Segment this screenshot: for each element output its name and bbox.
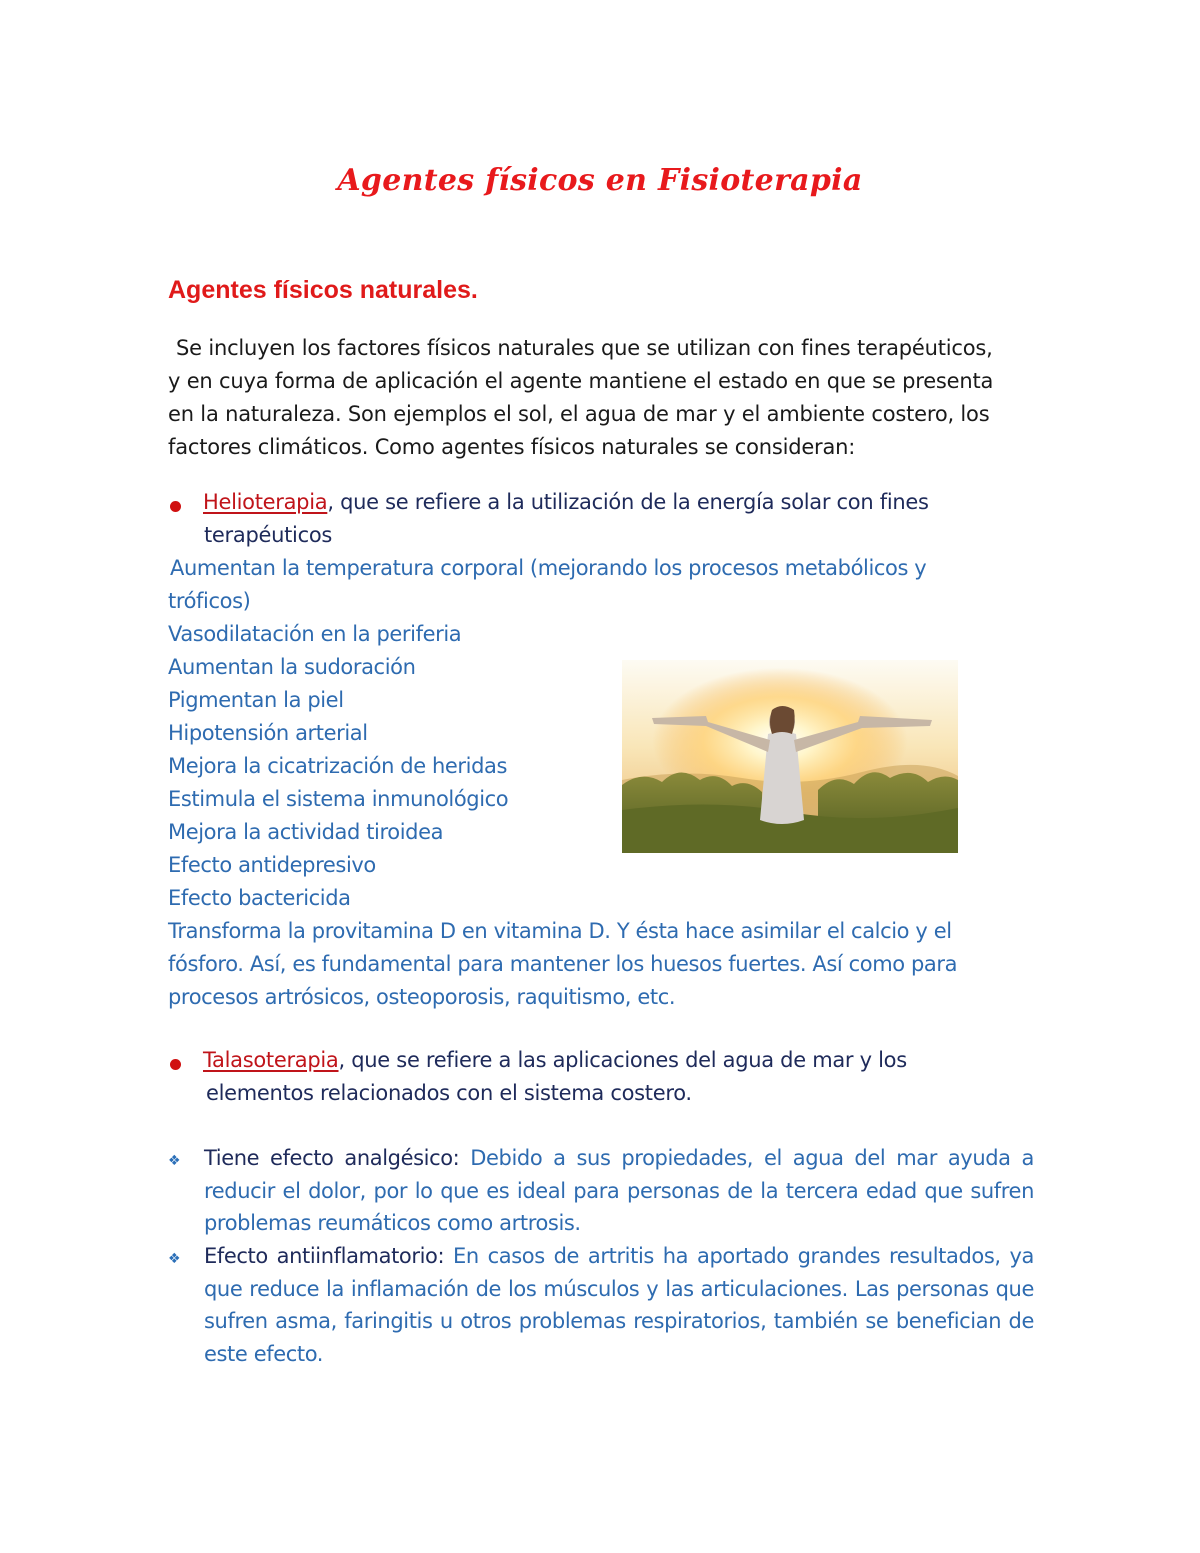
effect-line: tróficos) [168, 589, 251, 613]
helioterapia-bullet [203, 490, 929, 514]
intro-line: factores climáticos. Como agentes físicos naturales se consideran: [168, 435, 856, 459]
effect-line: Mejora la actividad tiroidea [168, 820, 444, 844]
effect-line: Aumentan la temperatura corporal (mejorando los procesos metabólicos y [170, 556, 927, 580]
helioterapia-desc-cont: terapéuticos [204, 523, 333, 547]
intro-line: y en cuya forma de aplicación el agente mantiene el estado en que se presenta [168, 369, 994, 393]
talasoterapia-bullet [203, 1048, 907, 1072]
effect-line: fósforo. Así, es fundamental para mantener los huesos fuertes. Así como para [168, 952, 958, 976]
talasoterapia-term: Talasoterapia [203, 1048, 339, 1072]
item-lead: Tiene efecto analgésico: [204, 1146, 460, 1170]
item-text: Debido a sus propiedades, el agua del mar ayuda a reducir el dolor, por lo que es ideal para personas de la tercera edad que sufren problemas reumáticos como artrosis. [204, 1146, 1034, 1235]
bullet-icon [170, 1059, 181, 1070]
bullet-icon [170, 501, 181, 512]
effect-line: Estimula el sistema inmunológico [168, 787, 509, 811]
talasoterapia-item [204, 1240, 1034, 1370]
document-title: Agentes físicos en Fisioterapia [337, 163, 863, 198]
item-lead: Efecto antiinflamatorio: [204, 1244, 445, 1268]
effect-line: Efecto antidepresivo [168, 853, 376, 877]
section-heading: Agentes físicos naturales. [168, 276, 478, 304]
diamond-bullet-icon: ❖ [168, 1153, 181, 1169]
diamond-bullet-icon: ❖ [168, 1251, 181, 1267]
intro-line: Se incluyen los factores físicos naturales que se utilizan con fines terapéuticos, [176, 336, 993, 360]
intro-line: en la naturaleza. Son ejemplos el sol, el agua de mar y el ambiente costero, los [168, 402, 990, 426]
talasoterapia-desc: , que se refiere a las aplicaciones del agua de mar y los [338, 1048, 907, 1072]
effect-line: Aumentan la sudoración [168, 655, 416, 679]
effect-line: Transforma la provitamina D en vitamina D. Y ésta hace asimilar el calcio y el [168, 919, 952, 943]
talasoterapia-desc-cont: elementos relacionados con el sistema costero. [206, 1081, 692, 1105]
effect-line: Efecto bactericida [168, 886, 351, 910]
talasoterapia-item [204, 1142, 1034, 1240]
effect-line: Vasodilatación en la periferia [168, 622, 462, 646]
effect-line: Pigmentan la piel [168, 688, 344, 712]
sunrise-woman-image [622, 660, 958, 853]
effect-line: procesos artrósicos, osteoporosis, raquitismo, etc. [168, 985, 676, 1009]
effect-line: Hipotensión arterial [168, 721, 368, 745]
helioterapia-term: Helioterapia [203, 490, 328, 514]
effect-line: Mejora la cicatrización de heridas [168, 754, 508, 778]
item-text: En casos de artritis ha aportado grandes resultados, ya que reduce la inflamación de los músculos y las articulaciones. Las personas que sufren asma, faringitis u otros problemas respiratorios, también se benefician de este efecto. [204, 1244, 1034, 1366]
helioterapia-desc: , que se refiere a la utilización de la energía solar con fines [327, 490, 929, 514]
